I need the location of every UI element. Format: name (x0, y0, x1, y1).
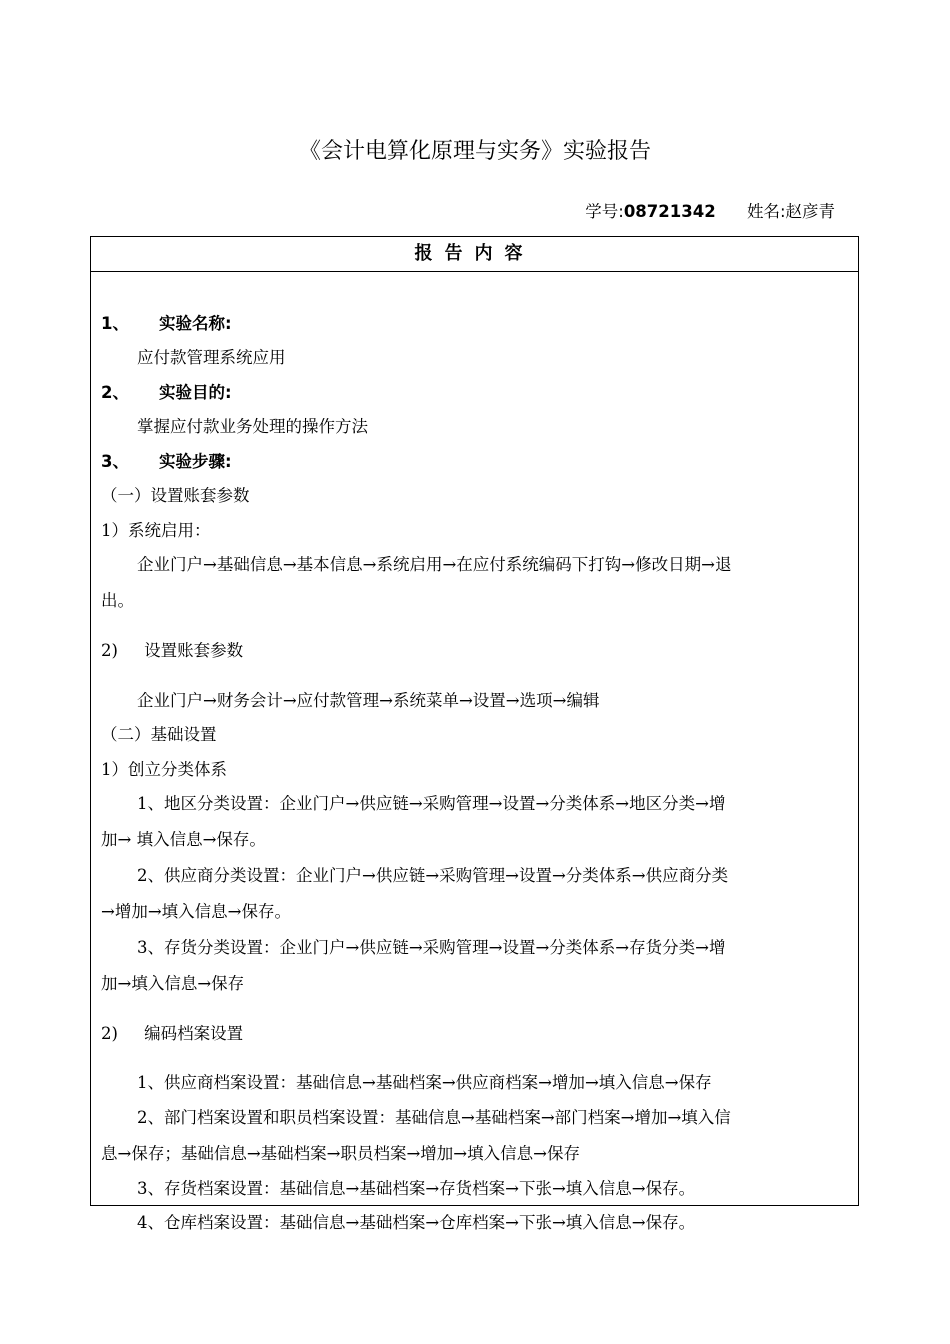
step-subheading: 1）系统启用： (101, 521, 211, 540)
section-number: 2、 (101, 383, 129, 402)
section-number: 1、 (101, 314, 129, 333)
step-text: →增加→填入信息→保存。 (101, 902, 291, 921)
section-2 (101, 379, 850, 403)
step-text: 息→保存；基础信息→基础档案→职员档案→增加→填入信息→保存 (101, 1144, 580, 1163)
section-title: 实验名称: (159, 314, 232, 333)
section-3 (101, 448, 850, 472)
step-heading: （一）设置账套参数 (101, 486, 250, 505)
step-text: 企业门户→财务会计→应付款管理→系统菜单→设置→选项→编辑 (137, 691, 600, 710)
step-subheading: 2) 编码档案设置 (101, 1024, 244, 1043)
section-1 (101, 310, 850, 334)
report-header: 报告内容 (91, 237, 858, 272)
student-id-label: 学号: (585, 202, 624, 221)
step-text: 出。 (101, 591, 134, 610)
step-text: 4、仓库档案设置：基础信息→基础档案→仓库档案→下张→填入信息→保存。 (137, 1213, 696, 1232)
step-text: 企业门户→基础信息→基本信息→系统启用→在应付系统编码下打钩→修改日期→退 (137, 555, 732, 574)
student-info (585, 198, 835, 222)
step-heading: （二）基础设置 (101, 725, 217, 744)
section-1-body: 应付款管理系统应用 (137, 348, 286, 367)
student-id-value: 08721342 (623, 202, 716, 221)
step-text: 加→填入信息→保存 (101, 974, 245, 993)
step-text: 加→ 填入信息→保存。 (101, 830, 266, 849)
step-text: 1、地区分类设置：企业门户→供应链→采购管理→设置→分类体系→地区分类→增 (137, 794, 726, 813)
section-2-body: 掌握应付款业务处理的操作方法 (137, 417, 368, 436)
step-text: 1、供应商档案设置：基础信息→基础档案→供应商档案→增加→填入信息→保存 (137, 1073, 712, 1092)
step-text: 2、供应商分类设置：企业门户→供应链→采购管理→设置→分类体系→供应商分类 (137, 866, 729, 885)
step-text: 2、部门档案设置和职员档案设置：基础信息→基础档案→部门档案→增加→填入信 (137, 1108, 731, 1127)
step-subheading: 1）创立分类体系 (101, 760, 227, 779)
document-title: 《会计电算化原理与实务》实验报告 (298, 139, 651, 164)
section-number: 3、 (101, 452, 129, 471)
report-box (90, 236, 859, 1232)
step-subheading: 2) 设置账套参数 (101, 641, 244, 660)
step-text: 3、存货档案设置：基础信息→基础档案→存货档案→下张→填入信息→保存。 (137, 1179, 696, 1198)
section-title: 实验目的: (159, 383, 232, 402)
section-title: 实验步骤: (159, 452, 232, 471)
student-name-value: 赵彦青 (785, 202, 835, 221)
step-text: 3、存货分类设置：企业门户→供应链→采购管理→设置→分类体系→存货分类→增 (137, 938, 726, 957)
student-name-label: 姓名: (746, 202, 786, 221)
